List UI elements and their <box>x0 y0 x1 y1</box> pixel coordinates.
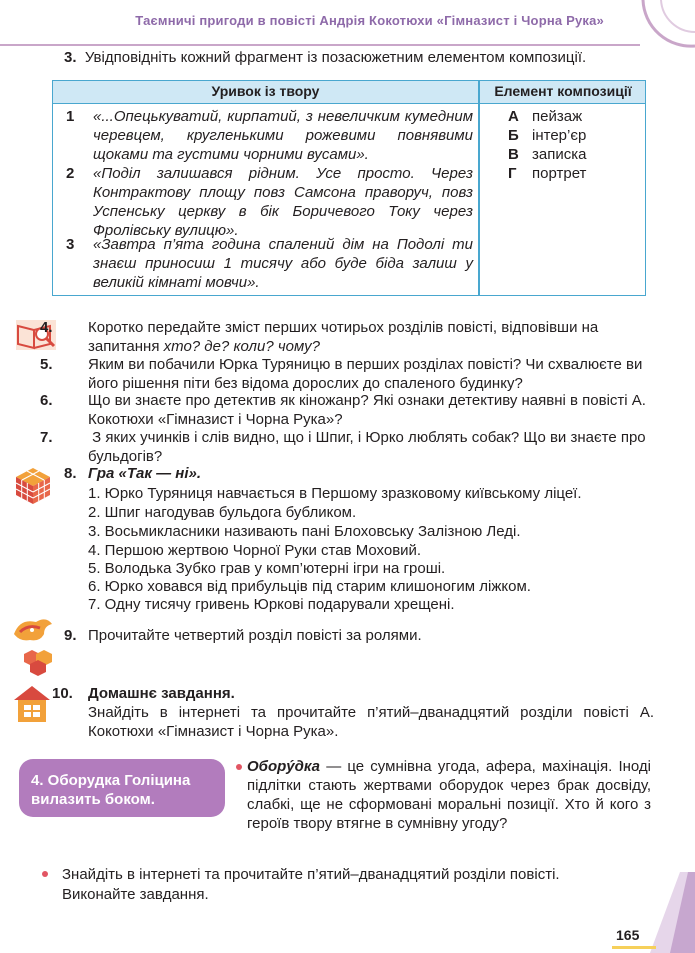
element-letter: Г <box>508 165 517 182</box>
element-text: записка <box>532 146 587 163</box>
game-item-5: 5. Володька Зубко грав у комп’ютерні ігри на гроші. <box>88 560 446 577</box>
section-title-line1: 4. Оборудка Голіцина <box>31 772 191 789</box>
task-number: 4. <box>40 319 53 336</box>
fragment-2 <box>63 164 473 240</box>
fragment-number: 2 <box>66 165 75 182</box>
definition-text: — це сумнівна угода, афера, махінація. Іноді підлітки стають жертвами оборудок через брак досвіду, слабкі, ще не сформовані моральні позиції. Хто й кого з героїв твору втягне в сумнівну угоду? <box>247 758 651 832</box>
section-title-line2: вилазить боком. <box>31 791 155 808</box>
page-number: 165 <box>616 927 640 943</box>
task-7 <box>40 429 654 466</box>
element-b <box>508 126 586 145</box>
task-italic-questions: хто? де? коли? чому? <box>163 337 320 355</box>
task-text: Увідповідніть кожний фрагмент із позасюжетним елементом композиції. <box>84 49 587 66</box>
task-4 <box>40 319 654 356</box>
task-text: Коротко передайте зміст перших чотирьох розділів повісті, відповівши на запитання <box>88 319 599 355</box>
task-10 <box>52 685 654 704</box>
task-number: 8. <box>64 465 77 482</box>
cube-icon <box>14 466 52 506</box>
house-icon <box>12 684 52 724</box>
game-item-2: 2. Шпиг нагодував бульдога бубликом. <box>88 504 357 521</box>
task-title: Гра «Так — ні». <box>88 465 202 482</box>
element-g <box>508 164 586 183</box>
table-header-fragment: Уривок із твору <box>211 83 320 99</box>
task-text: З яких учинків і слів видно, що і Шпиг, і Юрко люблять собак? Що ви знаєте про бульдогів? <box>88 429 646 465</box>
task-8 <box>64 465 654 484</box>
fragment-text: «...Опецькуватий, кирпатий, з невеличким кумедним черевцем, кругленькими рожевими повнявими щоками та густими чорними вусами». <box>93 108 473 163</box>
element-text: інтер’єр <box>532 127 587 144</box>
game-item-7: 7. Одну тисячу гривень Юркові подарували хрещені. <box>88 596 455 613</box>
element-letter: В <box>508 146 519 163</box>
fragment-number: 3 <box>66 236 75 253</box>
game-item-6: 6. Юрко ховався від прибульців під старим клишоногим ліжком. <box>88 578 531 595</box>
element-text: пейзаж <box>532 108 583 125</box>
matching-table <box>52 80 646 296</box>
task-6 <box>40 392 654 429</box>
fragment-1 <box>63 107 473 164</box>
task-9 <box>64 627 654 646</box>
game-item-4: 4. Першою жертвою Чорної Руки став Моховий. <box>88 542 422 559</box>
section-title-box <box>19 759 225 817</box>
element-letter: А <box>508 108 519 125</box>
table-column-divider <box>478 81 480 295</box>
task-text: Що ви знаєте про детектив як кіножанр? Які ознаки детективу наявні в повісті А. Кокотюхи «Гімназист і Чорна Рука»? <box>88 392 646 428</box>
task-number: 7. <box>40 429 53 446</box>
task-number: 5. <box>40 356 53 373</box>
task-number: 10. <box>52 685 73 702</box>
task-10-text: Знайдіть в інтернеті та прочитайте п’ятий–дванадцятий розділи повісті А. Кокотюхи «Гімназист і Чорна Рука». <box>88 704 654 740</box>
definition-term: Оборýдка <box>247 758 321 775</box>
task-number: 9. <box>64 627 77 644</box>
task-number: 3. <box>64 49 77 66</box>
game-item-1: 1. Юрко Туряниця навчається в Першому зразковому київському ліцеї. <box>88 485 582 502</box>
task-3 <box>64 48 586 67</box>
element-letter: Б <box>508 127 519 144</box>
element-text: портрет <box>532 165 587 182</box>
fragment-text: «Завтра п’ята година спалений дім на Подолі ти знаєш приносиш 1 тисячу або буде біда залиш у великій кімнаті мовчи». <box>93 236 473 291</box>
final-instruction: Знайдіть в інтернеті та прочитайте п’ятий–дванадцятий розділи повісті. Виконайте завдання. <box>62 866 560 903</box>
corner-decoration <box>640 872 695 953</box>
corner-arc-decoration <box>635 0 695 50</box>
running-header-title: Таємничі пригоди в повісті Андрія Кокотюхи «Гімназист і Чорна Рука» <box>135 13 604 28</box>
task-text: Прочитайте четвертий розділ повісті за ролями. <box>88 627 422 644</box>
table-header-element: Елемент композиції <box>494 83 632 99</box>
bullet-dot <box>236 764 242 770</box>
page-number-underline <box>612 946 656 949</box>
definition-paragraph <box>247 757 651 833</box>
fragment-text: «Поділ залишався рідним. Усе просто. Через Контрактову площу повз Самсона праворуч, повз Успенську церкву в бік Боричевого Току через Фролівську вулицю». <box>93 165 473 239</box>
fragment-number: 1 <box>66 108 75 125</box>
element-a <box>508 107 582 126</box>
task-number: 6. <box>40 392 53 409</box>
task-title: Домашнє завдання. <box>88 685 235 702</box>
task-5 <box>40 356 654 393</box>
bullet-dot <box>42 871 48 877</box>
running-header <box>0 0 640 46</box>
fragment-3 <box>63 235 473 292</box>
task-text: Яким ви побачили Юрка Туряницю в перших розділах повісті? Чи схвалюєте ви його рішення піти без відома дорослих до спаленого будинку? <box>88 356 643 392</box>
game-item-3: 3. Восьмикласники називають пані Блоховську Залізною Леді. <box>88 523 521 540</box>
element-v <box>508 145 586 164</box>
theatre-masks-icon <box>10 612 56 676</box>
